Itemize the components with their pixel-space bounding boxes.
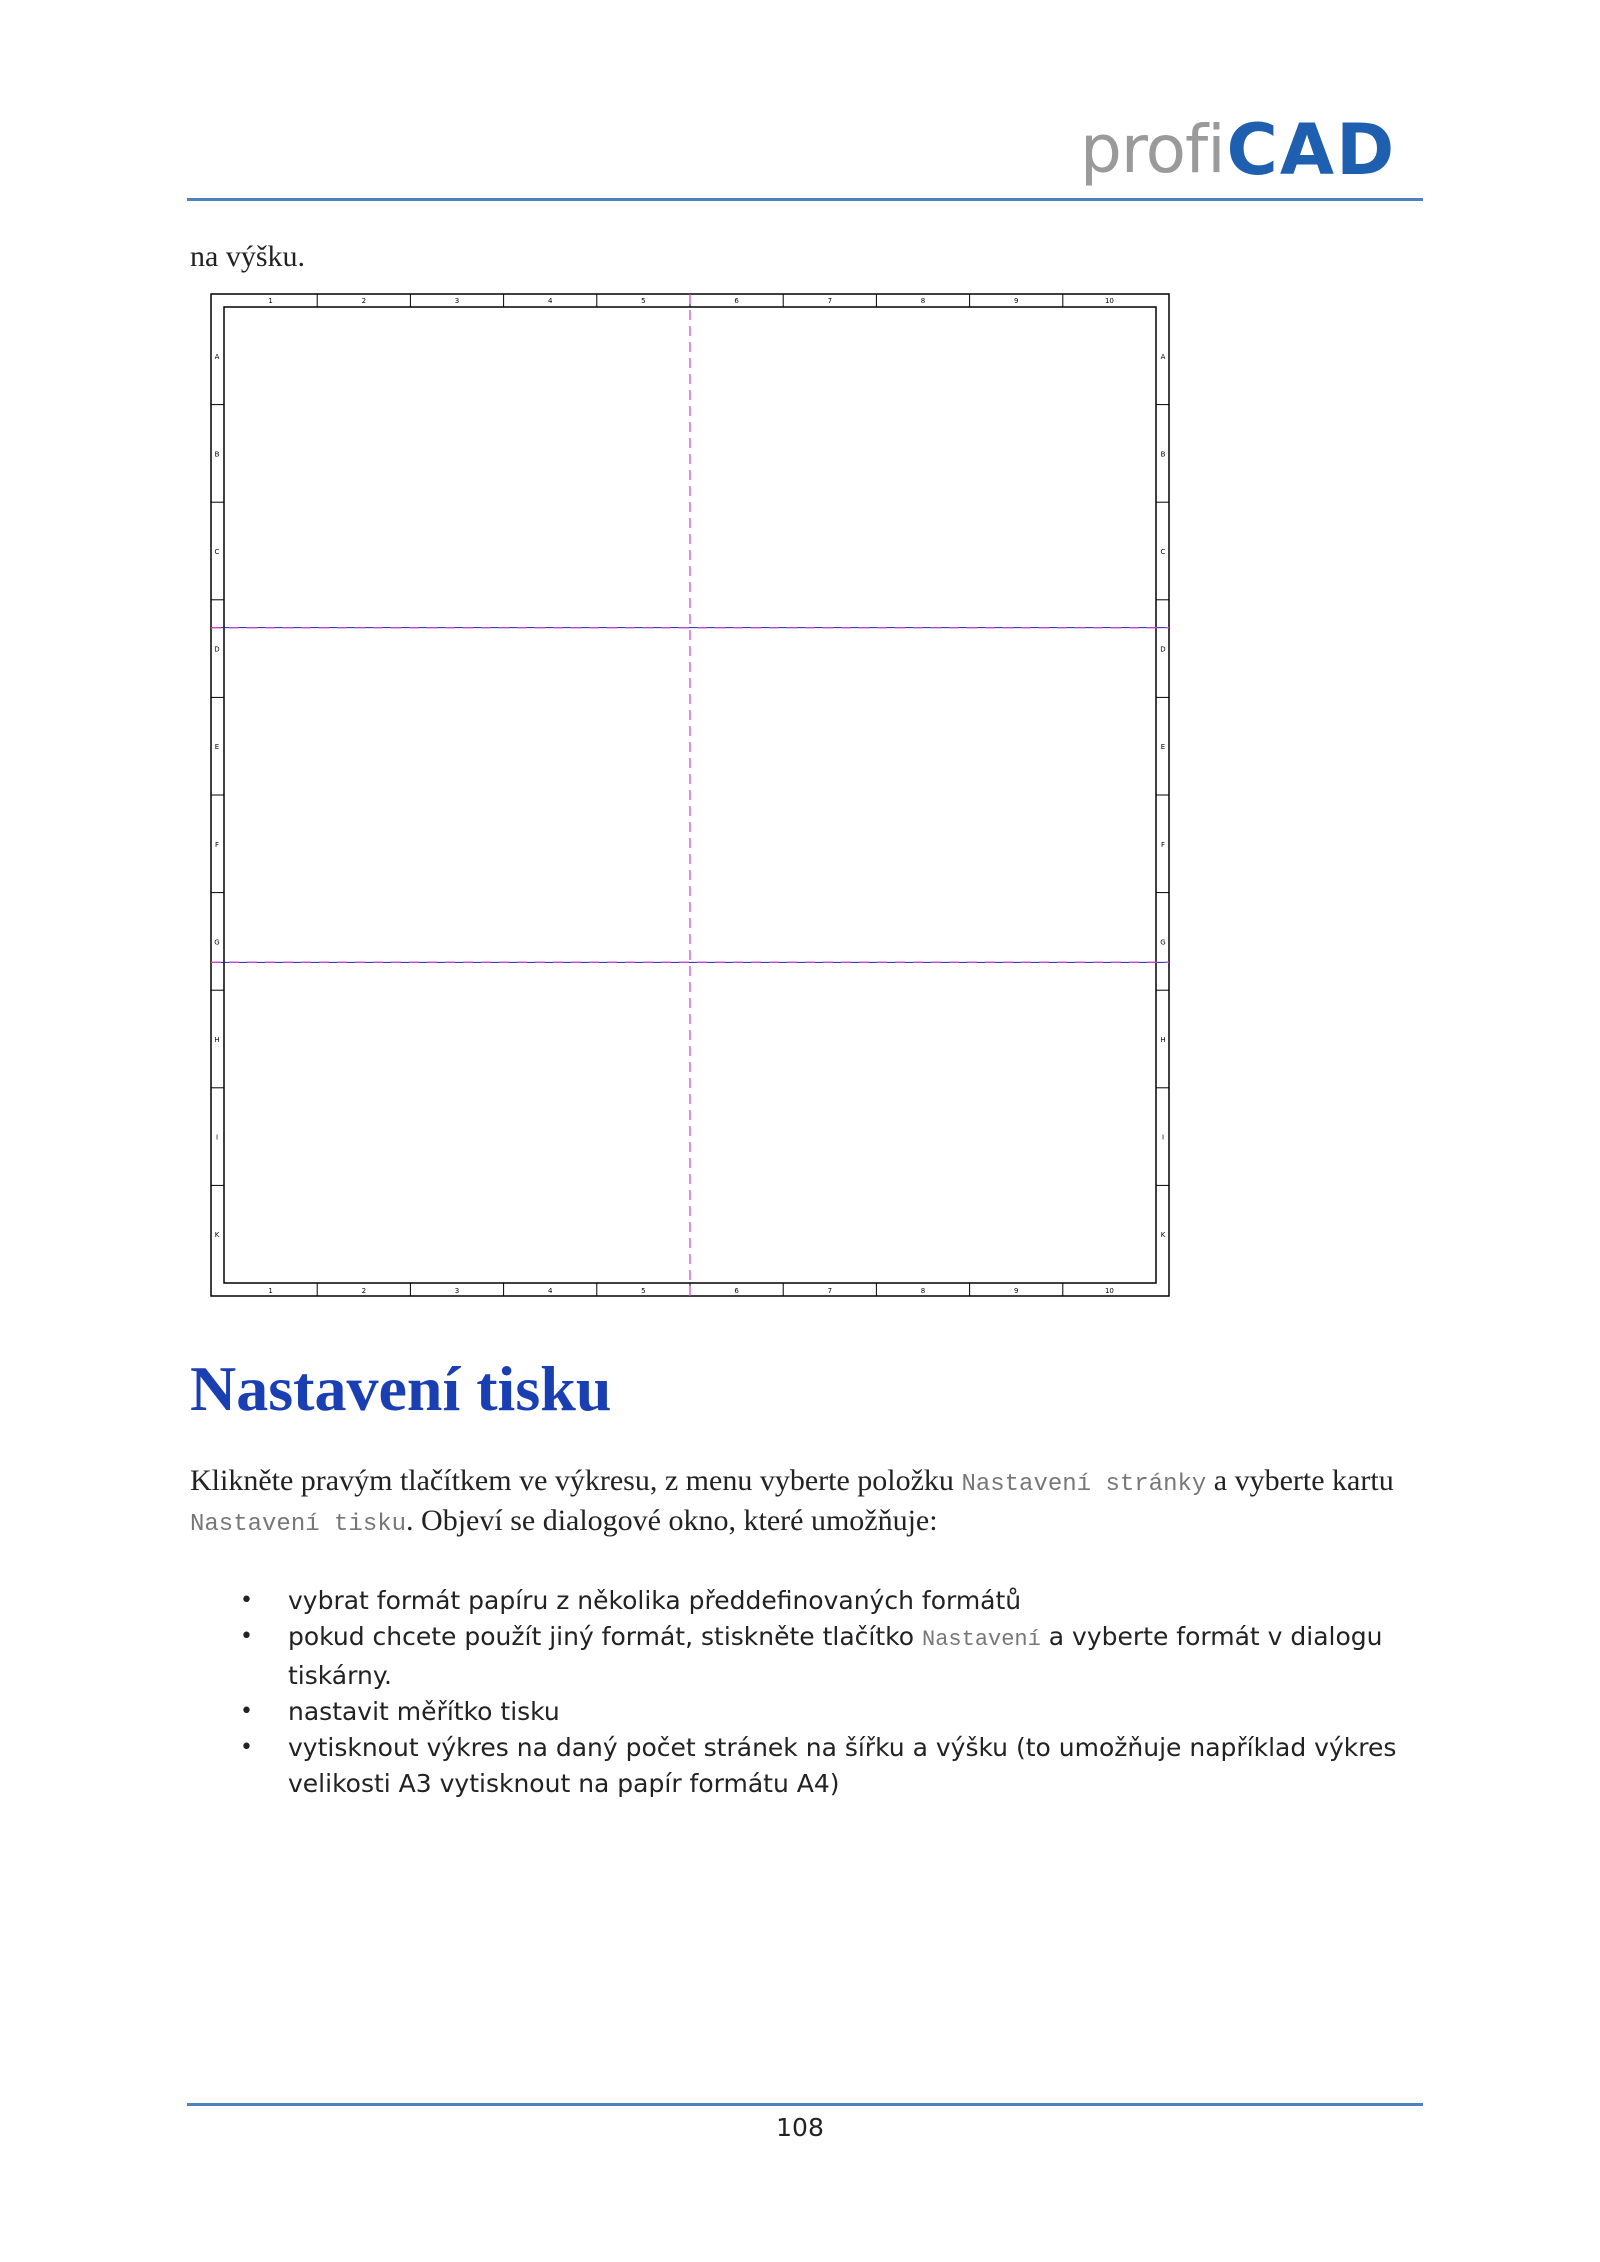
page-number: 108 — [776, 2113, 824, 2142]
col-label-top: 6 — [734, 297, 739, 305]
row-label-right: K — [1160, 1231, 1166, 1240]
row-label-left: A — [214, 352, 220, 361]
row-label-right: A — [1160, 352, 1166, 361]
row-label-right: F — [1160, 840, 1166, 849]
col-label-bottom: 9 — [1013, 1287, 1019, 1295]
feature-list — [240, 1583, 1410, 1802]
footer-rule — [187, 2103, 1423, 2106]
para-code-print-setup: Nastavení tisku — [190, 1511, 407, 1538]
col-label-bottom: 4 — [547, 1287, 553, 1295]
list-item — [240, 1583, 1410, 1619]
col-label-top: 8 — [920, 297, 926, 305]
row-label-left: I — [215, 1133, 219, 1142]
list-item-text: pokud chcete použít jiný formát, stiskněte tlačítko — [288, 1622, 923, 1651]
bullet-marker: • — [240, 1699, 253, 1724]
row-label-right: H — [1160, 1036, 1166, 1044]
col-label-top: 1 — [268, 297, 273, 305]
para-code-page-setup: Nastavení stránky — [961, 1471, 1207, 1498]
row-label-right: E — [1160, 743, 1166, 752]
para-text-1: Klikněte pravým tlačítkem ve výkresu, z menu vyberte položku — [190, 1464, 962, 1497]
row-label-right: B — [1160, 450, 1166, 459]
row-label-left: B — [214, 450, 220, 459]
section-heading: Nastavení tisku — [190, 1353, 612, 1424]
para-text-3: . Objeví se dialogové okno, které umožňuje: — [406, 1504, 938, 1537]
row-label-left: K — [214, 1231, 220, 1240]
list-item — [240, 1619, 1410, 1694]
list-item-text: vybrat formát papíru z několika předdefinovaných formátů — [288, 1586, 1022, 1615]
row-label-right: C — [1160, 548, 1166, 556]
col-label-top: 4 — [547, 297, 553, 305]
list-item-code: Nastavení — [922, 1627, 1041, 1652]
body-paragraph — [190, 1463, 1430, 1543]
col-label-top: 10 — [1104, 297, 1114, 305]
bullet-marker: • — [240, 1735, 253, 1760]
row-label-right: G — [1160, 938, 1166, 947]
row-label-right: D — [1160, 645, 1166, 654]
bullet-marker: • — [240, 1588, 253, 1613]
col-label-top: 2 — [361, 297, 367, 305]
row-label-left: C — [214, 548, 220, 556]
list-item-text: a vyberte formát v dialogu tiskárny. — [288, 1622, 1383, 1690]
proficad-logo — [1080, 105, 1397, 191]
col-label-bottom: 7 — [827, 1287, 833, 1295]
row-label-right: I — [1161, 1133, 1165, 1142]
col-label-bottom: 10 — [1104, 1287, 1114, 1295]
intro-text: na výšku. — [190, 240, 305, 273]
header-rule — [187, 198, 1423, 201]
col-label-top: 3 — [454, 297, 460, 305]
drawing-preview — [210, 293, 1170, 1297]
logo-cad-text: CAD — [1226, 109, 1397, 191]
col-label-bottom: 5 — [641, 1287, 646, 1295]
col-label-top: 7 — [827, 297, 833, 305]
list-item — [240, 1694, 1410, 1730]
bullet-marker: • — [240, 1624, 253, 1649]
col-label-top: 9 — [1013, 297, 1019, 305]
list-item — [240, 1730, 1410, 1802]
col-label-top: 5 — [641, 297, 646, 305]
row-label-left: E — [214, 743, 220, 752]
col-label-bottom: 6 — [734, 1287, 739, 1295]
col-label-bottom: 8 — [920, 1287, 926, 1295]
col-label-bottom: 3 — [454, 1287, 460, 1295]
row-label-left: D — [214, 645, 220, 654]
logo-profi-text: profi — [1080, 111, 1225, 188]
row-label-left: G — [214, 938, 220, 947]
list-item-text: nastavit měřítko tisku — [288, 1697, 560, 1726]
row-label-left: F — [214, 840, 220, 849]
col-label-bottom: 2 — [361, 1287, 367, 1295]
col-label-bottom: 1 — [268, 1287, 273, 1295]
row-label-left: H — [214, 1036, 220, 1044]
list-item-text: vytisknout výkres na daný počet stránek na šířku a výšku (to umožňuje například výkres velikosti A3 vytisknout na papír formátu A4) — [288, 1733, 1397, 1798]
para-text-2: a vyberte kartu — [1206, 1464, 1394, 1497]
